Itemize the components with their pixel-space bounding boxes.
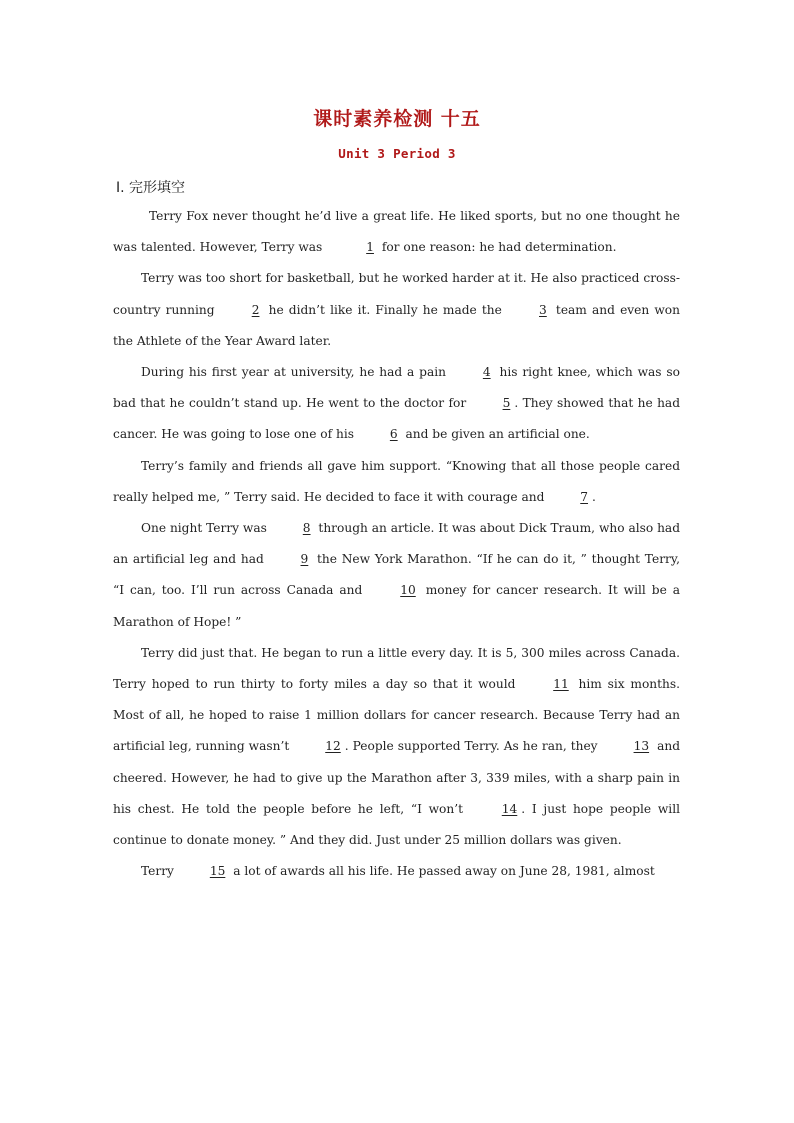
text-run: One night Terry was <box>141 521 271 536</box>
blank-3: 3 <box>539 302 547 317</box>
blank-15: 15 <box>209 864 226 879</box>
blank-12: 12 <box>325 739 341 754</box>
text-run: through an article. It was about Dick Traum, who also had an artificial leg and had <box>113 521 681 567</box>
blank-5: 5 <box>502 396 511 411</box>
paragraph-5 <box>113 513 680 638</box>
text-run: he didn’t like it. Finally he made the <box>263 302 508 317</box>
blank-14: 14 <box>501 801 518 816</box>
text-run: Terry Fox never thought he’d live a great life. He liked sports, but no one thought he was talented. However, Terry was <box>113 209 680 255</box>
text-run: Terry did just that. He began to run a little every day. It is 5, 300 miles across Canada. Terry hoped to run thirty to forty miles a day so that it would <box>113 645 680 692</box>
text-run: money for cancer research. It will be a Marathon of Hope! ” <box>113 583 680 629</box>
text-run: the New York Marathon. “If he can do it, ” thought Terry, “I can, too. I’ll run across Canada and <box>113 552 680 598</box>
text-run: Terry’s family and friends all gave him support. “Knowing that all those people cared really helped me, ” Terry said. He decided to face it with courage and <box>113 458 680 504</box>
text-run: Terry was too short for basketball, but he worked harder at it. He also practiced cross-country running <box>113 271 680 317</box>
text-run: for one reason: he had determination. <box>377 240 617 255</box>
paragraph-2 <box>113 263 680 357</box>
paragraph-3 <box>113 357 680 451</box>
blank-7: 7 <box>580 489 589 504</box>
section-heading: Ⅰ. 完形填空 <box>116 180 186 196</box>
text-run: During his first year at university, he had a pain <box>141 365 451 380</box>
text-run: his right knee, which was so bad that he couldn’t stand up. He went to the doctor for <box>113 365 681 411</box>
blank-4: 4 <box>482 365 491 380</box>
paragraph-7 <box>113 856 680 887</box>
text-run: . People supported Terry. As he ran, they <box>344 739 602 754</box>
paragraph-1 <box>113 201 680 263</box>
text-run: and cheered. However, he had to give up the Marathon after 3, 339 miles, with a sharp pain in his chest. He told the people before he left, “I won’t <box>113 739 681 816</box>
blank-13: 13 <box>633 739 650 754</box>
text-run: . I just hope people will continue to donate money. ” And they did. Just under 25 million dollars was given. <box>113 801 680 848</box>
text-run: . They showed that he had cancer. He was going to lose one of his <box>113 396 680 442</box>
text-run: him six months. Most of all, he hoped to raise 1 million dollars for cancer research. Because Terry had an artificial leg, running wasn’t <box>113 677 681 754</box>
text-run: . <box>592 489 596 504</box>
paragraph-6 <box>113 638 680 856</box>
paragraph-4 <box>113 451 680 513</box>
blank-6: 6 <box>389 427 398 442</box>
page-subtitle: Unit 3 Period 3 <box>338 146 456 161</box>
text-run: and be given an artificial one. <box>401 427 590 442</box>
blank-2: 2 <box>251 302 260 317</box>
text-run: Terry <box>141 864 178 879</box>
blank-10: 10 <box>400 583 416 598</box>
text-run: team and even won the Athlete of the Year Award later. <box>113 302 680 348</box>
blank-9: 9 <box>300 552 309 567</box>
blank-1: 1 <box>366 240 374 255</box>
text-run: a lot of awards all his life. He passed away on June 28, 1981, almost <box>229 864 655 879</box>
blank-8: 8 <box>302 521 311 536</box>
cloze-passage <box>113 201 680 887</box>
blank-11: 11 <box>553 677 569 692</box>
page-title: 课时素养检测 十五 <box>313 108 481 130</box>
